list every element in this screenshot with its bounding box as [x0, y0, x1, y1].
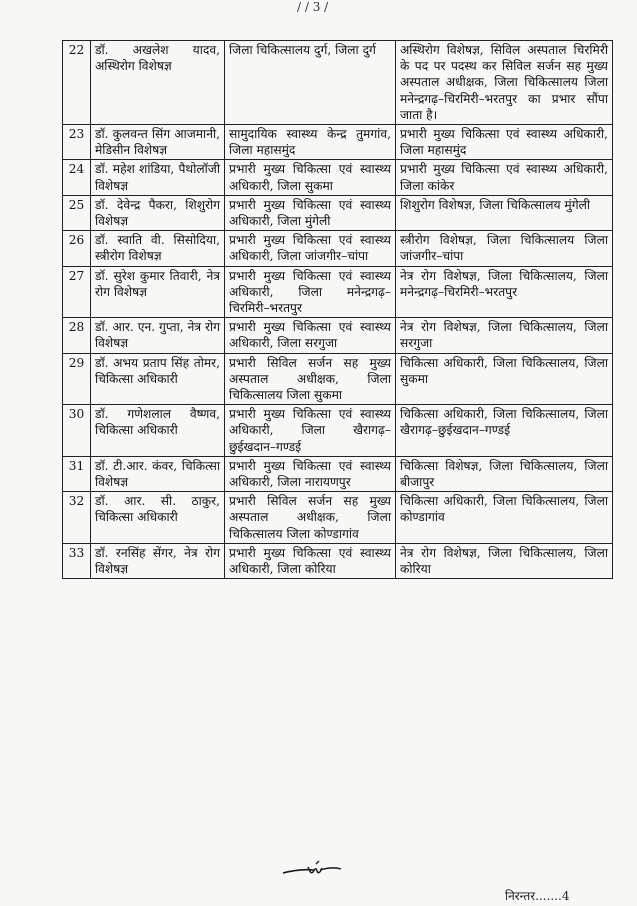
- new-posting-cell: नेत्र रोग विशेषज्ञ, जिला चिकित्सालय, जिला सरगुजा: [396, 318, 613, 353]
- new-posting-cell: चिकित्सा विशेषज्ञ, जिला चिकित्सालय, जिला बीजापुर: [396, 456, 613, 491]
- current-posting-cell: जिला चिकित्सालय दुर्ग, जिला दुर्ग: [225, 41, 396, 125]
- table-row: [63, 41, 613, 125]
- officer-name-cell: डॉ. महेश शांडिया, पैथोलॉजी विशेषज्ञ: [91, 160, 225, 195]
- current-posting-cell: प्रभारी सिविल सर्जन सह मुख्य अस्पताल अधीक्षक, जिला चिकित्सालय जिला सुकमा: [225, 353, 396, 405]
- serial-number-cell: 31: [63, 456, 91, 491]
- new-posting-cell: चिकित्सा अधिकारी, जिला चिकित्सालय, जिला खैरागढ़–छुईखदान–गण्डई: [396, 405, 613, 457]
- transfer-table: [62, 40, 613, 579]
- table-row: [63, 231, 613, 266]
- current-posting-cell: प्रभारी मुख्य चिकित्सा एवं स्वास्थ्य अधिकारी, जिला मनेन्द्रगढ़– चिरमिरी–भरतपुर: [225, 266, 396, 318]
- officer-name-cell: डॉ. अखलेश यादव, अस्थिरोग विशेषज्ञ: [91, 41, 225, 125]
- serial-number-cell: 28: [63, 318, 91, 353]
- new-posting-cell: प्रभारी मुख्य चिकित्सा एवं स्वास्थ्य अधिकारी, जिला कांकेर: [396, 160, 613, 195]
- new-posting-cell: प्रभारी मुख्य चिकित्सा एवं स्वास्थ्य अधिकारी, जिला महासमुंद: [396, 125, 613, 160]
- table-row: [63, 456, 613, 491]
- serial-number-cell: 26: [63, 231, 91, 266]
- serial-number-cell: 32: [63, 492, 91, 544]
- new-posting-cell: चिकित्सा अधिकारी, जिला चिकित्सालय, जिला सुकमा: [396, 353, 613, 405]
- current-posting-cell: प्रभारी मुख्य चिकित्सा एवं स्वास्थ्य अधिकारी, जिला खैरागढ़– छुईखदान–गण्डई: [225, 405, 396, 457]
- continued-note: निरन्तर.......4: [505, 889, 570, 903]
- new-posting-cell: शिशुरोग विशेषज्ञ, जिला चिकित्सालय मुंगेली: [396, 195, 613, 230]
- serial-number-cell: 25: [63, 195, 91, 230]
- serial-number-cell: 22: [63, 41, 91, 125]
- signature-mark: [280, 858, 344, 882]
- current-posting-cell: प्रभारी मुख्य चिकित्सा एवं स्वास्थ्य अधिकारी, जिला मुंगेली: [225, 195, 396, 230]
- new-posting-cell: चिकित्सा अधिकारी, जिला चिकित्सालय, जिला कोण्डागांव: [396, 492, 613, 544]
- serial-number-cell: 23: [63, 125, 91, 160]
- new-posting-cell: नेत्र रोग विशेषज्ञ, जिला चिकित्सालय, जिला कोरिया: [396, 543, 613, 578]
- new-posting-cell: अस्थिरोग विशेषज्ञ, सिविल अस्पताल चिरमिरी के पद पर पदस्थ कर सिविल सर्जन सह मुख्य अस्पताल अधीक्षक, जिला चिकित्सालय जिला मनेन्द्रगढ़–चिरमिरी–भरतपुर का प्रभार सौंपा जाता है।: [396, 41, 613, 125]
- officer-name-cell: डॉ. कुलवन्त सिंग आजमानी, मेडिसीन विशेषज्ञ: [91, 125, 225, 160]
- officer-name-cell: डॉ. रनसिंह सेंगर, नेत्र रोग विशेषज्ञ: [91, 543, 225, 578]
- transfer-table-body: [63, 41, 613, 579]
- current-posting-cell: प्रभारी मुख्य चिकित्सा एवं स्वास्थ्य अधिकारी, जिला जांजगीर–चांपा: [225, 231, 396, 266]
- officer-name-cell: डॉ. सुरेश कुमार तिवारी, नेत्र रोग विशेषज्ञ: [91, 266, 225, 318]
- table-row: [63, 195, 613, 230]
- serial-number-cell: 30: [63, 405, 91, 457]
- page-number-mark: / / 3 /: [297, 0, 329, 14]
- serial-number-cell: 27: [63, 266, 91, 318]
- officer-name-cell: डॉ. टी.आर. कंवर, चिकित्सा विशेषज्ञ: [91, 456, 225, 491]
- current-posting-cell: प्रभारी मुख्य चिकित्सा एवं स्वास्थ्य अधिकारी, जिला कोरिया: [225, 543, 396, 578]
- current-posting-cell: प्रभारी सिविल सर्जन सह मुख्य अस्पताल अधीक्षक, जिला चिकित्सालय जिला कोण्डागांव: [225, 492, 396, 544]
- table-row: [63, 160, 613, 195]
- table-row: [63, 543, 613, 578]
- serial-number-cell: 24: [63, 160, 91, 195]
- table-row: [63, 492, 613, 544]
- table-row: [63, 318, 613, 353]
- officer-name-cell: डॉ. गणेशलाल वैष्णव, चिकित्सा अधिकारी: [91, 405, 225, 457]
- current-posting-cell: सामुदायिक स्वास्थ्य केन्द्र तुमगांव, जिला महासमुंद: [225, 125, 396, 160]
- officer-name-cell: डॉ. आर. एन. गुप्ता, नेत्र रोग विशेषज्ञ: [91, 318, 225, 353]
- table-row: [63, 266, 613, 318]
- table-row: [63, 353, 613, 405]
- new-posting-cell: स्त्रीरोग विशेषज्ञ, जिला चिकित्सालय जिला जांजगीर–चांपा: [396, 231, 613, 266]
- table-row: [63, 405, 613, 457]
- signature: [280, 858, 344, 886]
- officer-name-cell: डॉ. अभय प्रताप सिंह तोमर, चिकित्सा अधिकारी: [91, 353, 225, 405]
- current-posting-cell: प्रभारी मुख्य चिकित्सा एवं स्वास्थ्य अधिकारी, जिला सुकमा: [225, 160, 396, 195]
- table-row: [63, 125, 613, 160]
- serial-number-cell: 33: [63, 543, 91, 578]
- serial-number-cell: 29: [63, 353, 91, 405]
- officer-name-cell: डॉ. देवेन्द्र पैकरा, शिशुरोग विशेषज्ञ: [91, 195, 225, 230]
- officer-name-cell: डॉ. स्वाति वी. सिसोदिया, स्त्रीरोग विशेषज्ञ: [91, 231, 225, 266]
- current-posting-cell: प्रभारी मुख्य चिकित्सा एवं स्वास्थ्य अधिकारी, जिला सरगुजा: [225, 318, 396, 353]
- officer-name-cell: डॉ. आर. सी. ठाकुर, चिकित्सा अधिकारी: [91, 492, 225, 544]
- current-posting-cell: प्रभारी मुख्य चिकित्सा एवं स्वास्थ्य अधिकारी, जिला नारायणपुर: [225, 456, 396, 491]
- new-posting-cell: नेत्र रोग विशेषज्ञ, जिला चिकित्सालय, जिला मनेन्द्रगढ़–चिरमिरी–भरतपुर: [396, 266, 613, 318]
